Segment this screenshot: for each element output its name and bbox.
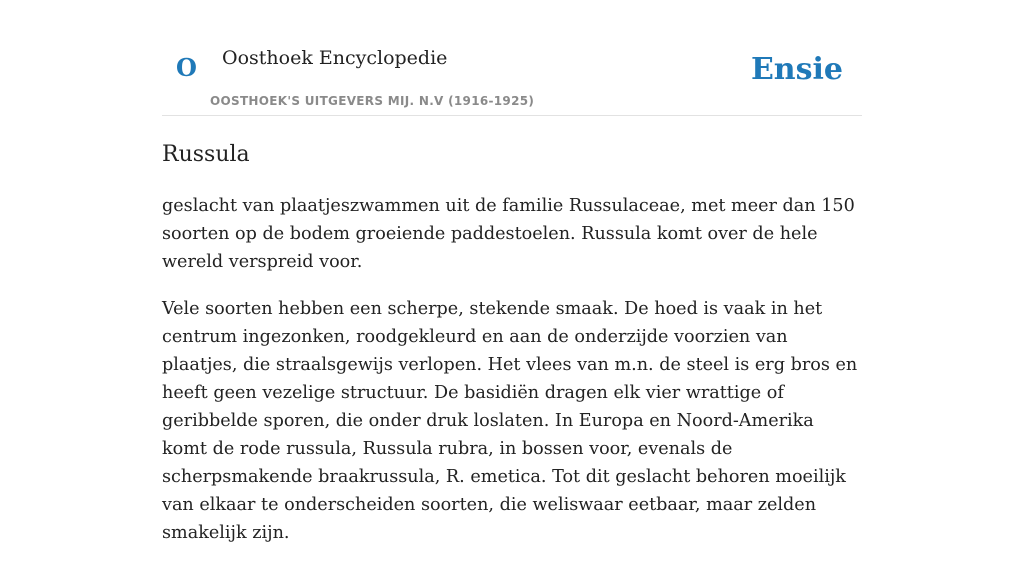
entry-title: Russula (162, 142, 250, 167)
source-meta: OOSTHOEK'S UITGEVERS MIJ. N.V (1916-1925) (210, 94, 535, 108)
entry-paragraph: Vele soorten hebben een scherpe, stekende smaak. De hoed is vaak in het centrum ingezonken, roodgekleurd en aan de onderzijde voorzien van plaatjes, die straalsgewijs verlopen. Het vlees van m.n. de steel is erg bros en heeft geen vezelige structuur. De basidiën dragen elk vier wrattige of geribbelde sporen, die onder druk loslaten. In Europa en Noord-Amerika komt de rode russula, Russula rubra, in bossen voor, evenals de scherpsmakende braakrussula, R. emetica. Tot dit geslacht behoren moeilijk van elkaar te onderscheiden soorten, die weliswaar eetbaar, maar zelden smakelijk zijn. (162, 299, 858, 543)
article-page (162, 0, 862, 543)
entry-paragraph: geslacht van plaatjeszwammen uit de familie Russulaceae, met meer dan 150 soorten op de bodem groeiende paddestoelen. Russula komt over de hele wereld verspreid voor. (162, 196, 855, 272)
source-logo[interactable]: O (176, 53, 197, 82)
source-header (162, 0, 862, 116)
source-title[interactable]: Oosthoek Encyclopedie (222, 47, 448, 69)
brand-logo[interactable]: Ensie (750, 52, 843, 87)
entry-body (162, 192, 862, 566)
